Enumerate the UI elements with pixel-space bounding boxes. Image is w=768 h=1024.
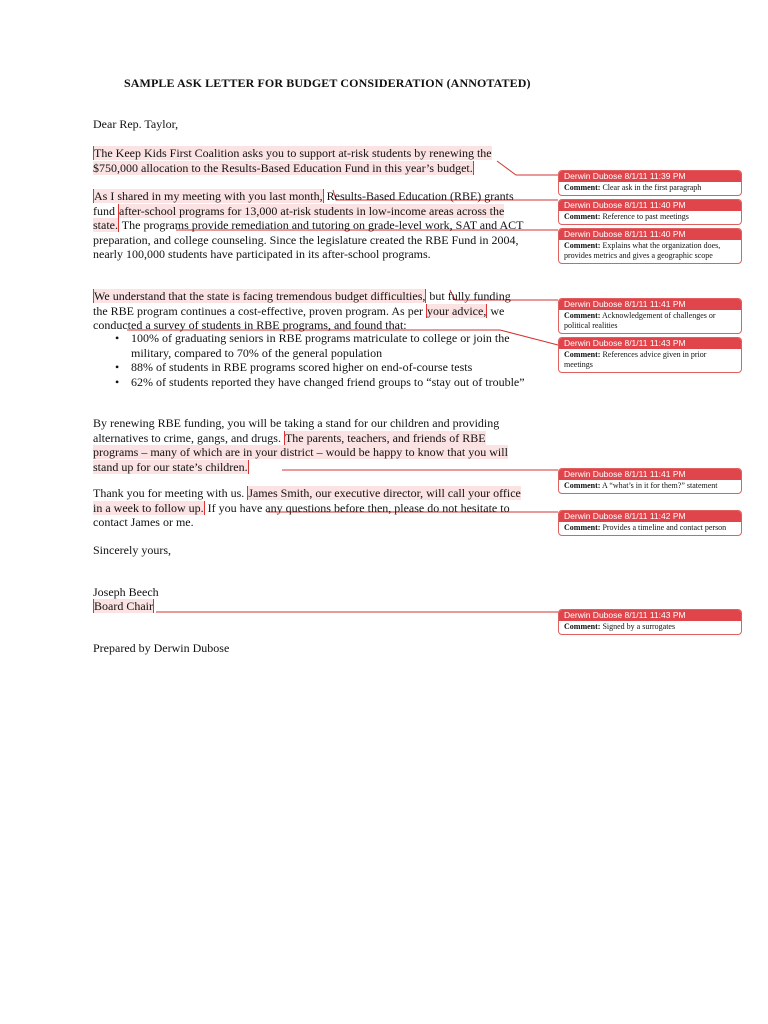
comment-balloon[interactable] <box>558 337 742 373</box>
comment-header: Derwin Dubose 8/1/11 11:41 PM <box>559 469 741 480</box>
paragraph-budget <box>93 289 525 333</box>
text-segment: The programs provide remediation and tutoring on grade-level work, SAT and ACT preparation, and college counseling. Since the legislature created the RBE Fund in 2004, nearly 100,000 students have participated in its after-school programs. <box>93 218 524 261</box>
bullet-icon: • <box>115 360 120 374</box>
comment-text: Reference to past meetings <box>602 212 689 221</box>
comment-balloon[interactable] <box>558 170 742 196</box>
comment-text: Signed by a surrogates <box>602 622 676 631</box>
bullet-icon: • <box>115 374 120 389</box>
survey-results-list <box>93 331 525 389</box>
highlight-timeline-contact[interactable]: James Smith, our executive director, will call your office in a week to follow up. <box>93 486 521 515</box>
text-segment: If you have any questions before then, please do not hesitate to contact James or me. <box>93 500 510 529</box>
signer-title-line <box>93 599 525 614</box>
highlight-your-advice[interactable]: your advice, <box>427 303 487 318</box>
paragraph-ask <box>93 146 525 175</box>
comment-balloon[interactable] <box>558 199 742 225</box>
list-item <box>93 331 525 360</box>
comment-body <box>559 349 741 372</box>
text-segment: Results-Based Education (RBE) grants fund <box>93 189 514 218</box>
comment-header: Derwin Dubose 8/1/11 11:41 PM <box>559 299 741 310</box>
comment-body <box>559 182 741 195</box>
text-segment: but fully funding the RBE program continues a cost-effective, proven program. As per <box>93 289 511 318</box>
list-item <box>93 375 525 390</box>
highlight-past-meeting[interactable]: As I shared in my meeting with you last month, <box>94 189 323 203</box>
comment-balloon[interactable] <box>558 298 742 334</box>
paragraph-renewal <box>93 416 525 474</box>
comment-label: Comment: <box>564 523 601 532</box>
comment-balloon[interactable] <box>558 609 742 635</box>
highlight-clear-ask[interactable]: The Keep Kids First Coalition asks you to support at-risk students by renewing the $750,000 allocation to the Results-Based Education Fund in this year’s budget. <box>93 146 492 175</box>
list-item <box>93 360 525 375</box>
highlight-program-scope[interactable]: after-school programs for 13,000 at-risk students in low-income areas across the state. <box>93 203 505 232</box>
comment-label: Comment: <box>564 183 601 192</box>
signer-name: Joseph Beech <box>93 585 159 599</box>
comment-text: Clear ask in the first paragraph <box>602 183 702 192</box>
highlight-budget-difficulties[interactable]: We understand that the state is facing tremendous budget difficulties, <box>94 289 426 303</box>
bullet-icon: • <box>115 331 120 345</box>
highlight-whats-in-it[interactable]: The parents, teachers, and friends of RBE programs – many of which are in your district – would be happy to know that you will stand up for our state’s children. <box>93 430 508 474</box>
comment-balloon[interactable] <box>558 468 742 494</box>
comment-balloon[interactable] <box>558 228 742 264</box>
document-title: SAMPLE ASK LETTER FOR BUDGET CONSIDERATION (ANNOTATED) <box>124 76 531 90</box>
comment-label: Comment: <box>564 212 601 221</box>
comment-body <box>559 310 741 333</box>
comment-label: Comment: <box>564 311 601 320</box>
comment-header: Derwin Dubose 8/1/11 11:42 PM <box>559 511 741 522</box>
comment-header: Derwin Dubose 8/1/11 11:39 PM <box>559 171 741 182</box>
comment-header: Derwin Dubose 8/1/11 11:40 PM <box>559 229 741 240</box>
comment-text: Acknowledgement of challenges or political realities <box>564 311 716 330</box>
comment-body <box>559 480 741 493</box>
closing: Sincerely yours, <box>93 543 171 557</box>
prepared-by: Prepared by Derwin Dubose <box>93 641 230 655</box>
comment-header: Derwin Dubose 8/1/11 11:43 PM <box>559 610 741 621</box>
highlight-surrogate-signature[interactable]: Board Chair <box>94 599 153 613</box>
comment-balloon[interactable] <box>558 510 742 536</box>
comment-label: Comment: <box>564 622 601 631</box>
comment-header: Derwin Dubose 8/1/11 11:40 PM <box>559 200 741 211</box>
comment-label: Comment: <box>564 481 601 490</box>
bullet-text: 62% of students reported they have changed friend groups to “stay out of trouble” <box>131 374 525 389</box>
text-segment: Thank you for meeting with us. <box>93 486 248 500</box>
paragraph-background <box>93 189 525 262</box>
comment-text: References advice given in prior meetings <box>564 350 707 369</box>
salutation: Dear Rep. Taylor, <box>93 117 179 131</box>
text-segment: By renewing RBE funding, you will be taking a stand for our children and providing alternatives to crime, gangs, and drugs. <box>93 416 500 445</box>
bullet-text: 88% of students in RBE programs scored higher on end-of-course tests <box>131 360 473 374</box>
comment-body <box>559 522 741 535</box>
comment-body <box>559 211 741 224</box>
text-segment: we conducted a survey of students in RBE programs, and found that: <box>93 303 505 332</box>
comment-label: Comment: <box>564 350 601 359</box>
comment-label: Comment: <box>564 241 601 250</box>
comment-body <box>559 240 741 263</box>
comment-text: Provides a timeline and contact person <box>602 523 727 532</box>
bullet-text: 100% of graduating seniors in RBE programs matriculate to college or join the military, compared to 70% of the general population <box>131 331 510 360</box>
comment-text: Explains what the organization does, provides metrics and gives a geographic scope <box>564 241 721 260</box>
comment-header: Derwin Dubose 8/1/11 11:43 PM <box>559 338 741 349</box>
comment-text: A “what’s in it for them?” statement <box>602 481 718 490</box>
paragraph-followup <box>93 486 525 530</box>
comment-body <box>559 621 741 634</box>
